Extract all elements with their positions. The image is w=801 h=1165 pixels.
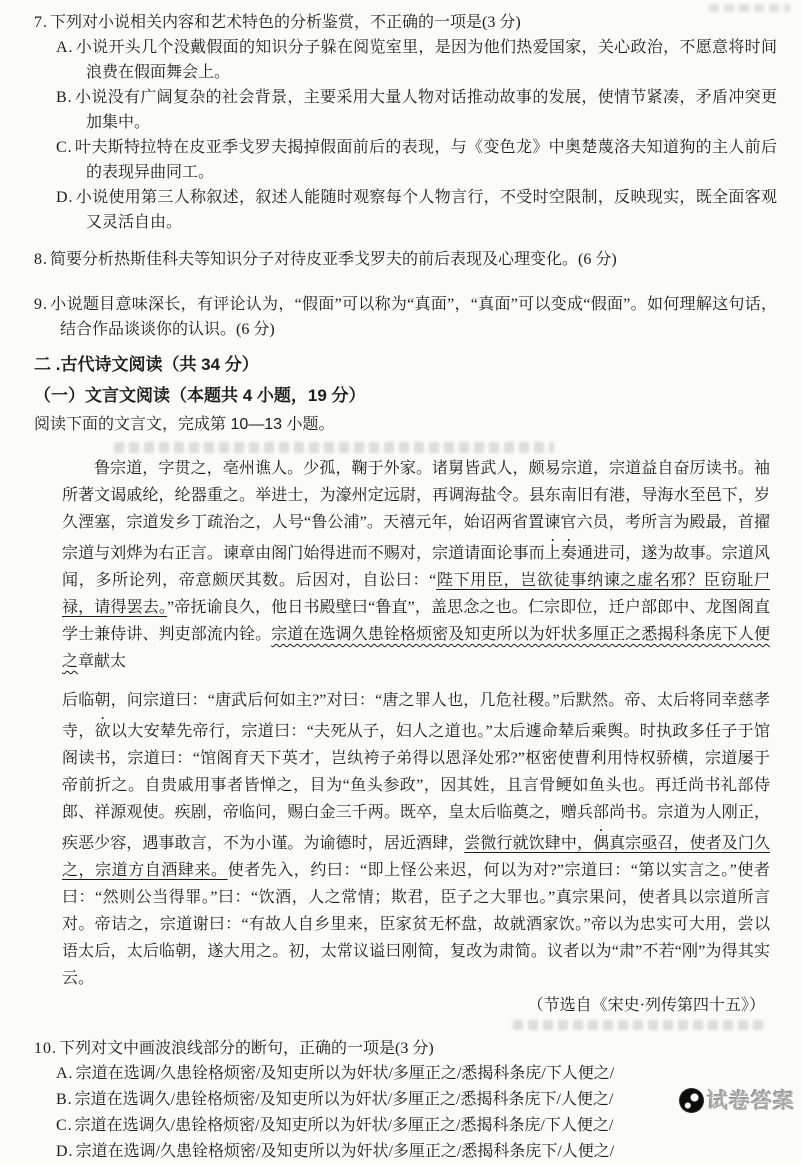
question-10-option-b xyxy=(34,1087,777,1113)
print-artifact-top-right xyxy=(709,4,791,12)
question-10-stem xyxy=(34,1036,777,1061)
option-b-label: B. xyxy=(56,1091,73,1108)
option-a-text: 宗道在选调/久患铨格烦密/及知吏所以为奸状/多厘正之/悉揭科条庑/下人便之/ xyxy=(75,1065,615,1082)
option-c-label: C. xyxy=(56,139,73,156)
passage-citation: （节选自《宋史·列传第四十五》） xyxy=(527,997,765,1014)
print-artifact-mid xyxy=(114,442,554,453)
passage-segment-underline+dots: 偶 xyxy=(593,835,610,852)
question-8-number: 8. xyxy=(34,251,48,268)
option-d-text: 宗道在选调/久患铨格烦密/及知吏所以为奸状/多厘正之/悉揭科条庑下/人便之/ xyxy=(75,1143,615,1160)
option-a-label: A. xyxy=(56,1065,74,1082)
option-c-text: 宗道在选调久/患铨格烦密/及知吏所以为奸状/多厘正之/悉揭科条庑/下人便之/ xyxy=(74,1117,614,1134)
question-7-option-d xyxy=(34,185,777,235)
reading-instruction: 阅读下面的文言文，完成第 10—13 小题。 xyxy=(34,416,335,433)
option-d-label: D. xyxy=(56,1143,74,1160)
question-7-stem xyxy=(34,10,777,35)
watermark-label: 试卷答案 xyxy=(707,1090,795,1113)
option-c-label: C. xyxy=(56,1117,73,1134)
option-a-label: A. xyxy=(56,39,74,56)
passage-segment-dots: 欲 xyxy=(94,723,111,740)
passage-segment-normal: 使者先入，约曰：“即上怪公来迟，何以为对?”宗道曰：“第以实言之。”使者曰：“然则公当得罪。”曰：“饮酒，人之常情；欺君，臣子之大罪也。”真宗果问，使者具以宗道所言对。帝诘之，宗道谢曰：“有故人自乡里来，臣家贫无杯盘，故就酒家饮。”帝以为忠实可大用，尝以语太后，太后临朝，遂大用之。初，太常议谥曰刚简，复改为肃简。议者以为“肃”不若“刚”为得其实云。 xyxy=(62,862,770,987)
passage-segment-normal: 章献太 xyxy=(78,653,127,670)
answer-watermark xyxy=(679,1085,795,1115)
option-b-label: B. xyxy=(56,89,73,106)
question-10-option-c xyxy=(34,1113,777,1139)
question-9-number: 9. xyxy=(34,296,48,313)
option-b-text: 小说没有广阔复杂的社会背景，主要采用大量人物对话推动故事的发展，使情节紧凑，矛盾冲突更加集中。 xyxy=(74,89,777,131)
question-8 xyxy=(34,247,777,272)
passage-segment-underline: 尝微行就饮肆中， xyxy=(464,835,594,852)
section-2-title: 二 .古代诗文阅读（共 34 分） xyxy=(34,355,259,374)
question-7-text: 下列对小说相关内容和艺术特色的分析鉴赏，不正确的一项是(3 分) xyxy=(50,14,521,31)
option-d-label: D. xyxy=(56,189,74,206)
question-7-number: 7. xyxy=(34,14,48,31)
question-10-option-a xyxy=(34,1061,777,1087)
passage-paragraph-2 xyxy=(62,687,770,992)
question-9-stem xyxy=(34,292,777,342)
passage-segment-underline: 陛下用臣，岂欲徒事纳谏之虚名邪？臣窃耻尸禄，请得罢去。 xyxy=(62,572,770,616)
question-8-text: 简要分析热斯佳科夫等知识分子对待皮亚季戈罗夫的前后表现及心理变化。(6 分) xyxy=(50,251,617,268)
option-b-text: 宗道在选调久/患铨格烦密/及知吏所以为奸状/多厘正之/悉揭科条庑下/人便之/ xyxy=(74,1091,614,1108)
watermark-logo-icon xyxy=(679,1088,704,1113)
question-10 xyxy=(34,1036,777,1165)
option-c-text: 叶夫斯特拉特在皮亚季戈罗夫揭掉假面前后的表现，与《变色龙》中奥楚蔑洛夫知道狗的主人前后的表现异曲同工。 xyxy=(74,139,777,181)
question-7-option-b xyxy=(34,85,777,135)
question-8-stem xyxy=(34,247,777,272)
classical-passage xyxy=(62,455,770,992)
passage-segment-normal: ”帝抚谕良久，他日书殿壁曰“鲁直”，盖思念之也。仁宗即位，迁户部郎中、龙图阁直学士兼侍讲、判吏部流内铨。 xyxy=(62,599,770,643)
passage-segment-underline: 真宗亟召，使者及门久之，宗道方自酒肆来。 xyxy=(62,835,770,879)
passage-segment-normal: 通进司，遂为故事。宗道风闻，多所论列，帝意颇厌其数。后因对，自讼曰：“ xyxy=(62,545,770,589)
passage-segment-normal: 鲁宗道，字贯之，亳州谯人。少孤，鞠于外家。诸舅皆武人，颇易宗道，宗道益自奋厉读书。袖所著文谒戚纶，纶器重之。举进士，为濠州定远尉，再调海盐令。县东南旧有港，导海水至邑下，岁久湮塞，宗道发乡丁疏治之，人号“鲁公浦”。天禧元年，始诏两省置谏官六员，考所言为殿最，首擢宗道与刘烨为右正言。谏章由阁门始得进而不赐对，宗道请面论事而 xyxy=(62,460,770,562)
subsection-1-title: （一）文言文阅读（本题共 4 小题，19 分） xyxy=(34,386,366,405)
question-9-text: 小说题目意味深长，有评论认为，“假面”可以称为“真面”，“真面”可以变成“假面”。如何理解这句话，结合作品谈谈你的认识。(6 分) xyxy=(50,296,777,338)
option-d-text: 小说使用第三人称叙述，叙述人能随时观察每个人物言行，不受时空限制，反映现实，既全面客观又灵活自由。 xyxy=(75,189,777,231)
question-10-text: 下列对文中画波浪线部分的断句，正确的一项是(3 分) xyxy=(59,1040,434,1057)
passage-segment-wavy: 宗道在选调久患铨格烦密及知吏所以为奸状多厘正之悉揭科条庑下人便之 xyxy=(62,626,770,670)
passage-segment-normal: 以大安辇先帝行，宗道曰：“夫死从子，妇人之道也。”太后遽命辇后乘舆。时执政多任子于馆阁读书，宗道曰：“馆阁育天下英才，岂纨袴子弟得以恩泽处邪?”枢密使曹利用恃权骄横，宗道屡于帝前折之。自贵戚用事者皆惮之，目为“鱼头参政”，因其姓，且言骨鲠如鱼头也。再迁尚书礼部侍郎、祥源观使。疾剧，帝临问，赐白金三千两。既卒，皇太后临奠之，赠兵部尚书。宗道为人刚正，疾恶少容，遇事敢言，不为小谨。为谕德时，居近酒肆， xyxy=(62,723,770,852)
question-7 xyxy=(34,10,777,235)
question-7-option-c xyxy=(34,135,777,185)
question-10-number: 10. xyxy=(34,1040,57,1057)
passage-paragraph-1 xyxy=(62,455,770,675)
question-10-option-d xyxy=(34,1139,777,1165)
print-artifact-citation xyxy=(513,1020,763,1030)
option-a-text: 小说开头几个没戴假面的知识分子躲在阅览室里，是因为他们热爱国家，关心政治，不愿意将时间浪费在假面舞会上。 xyxy=(75,39,777,81)
passage-segment-dots: 上奏 xyxy=(544,545,577,562)
question-7-option-a xyxy=(34,35,777,85)
passage-segment-normal: 后临朝，问宗道曰：“唐武后何如主?”对曰：“唐之罪人也，几危社稷。”后默然。帝、太后将同幸慈孝寺， xyxy=(62,692,770,740)
question-9 xyxy=(34,292,777,342)
